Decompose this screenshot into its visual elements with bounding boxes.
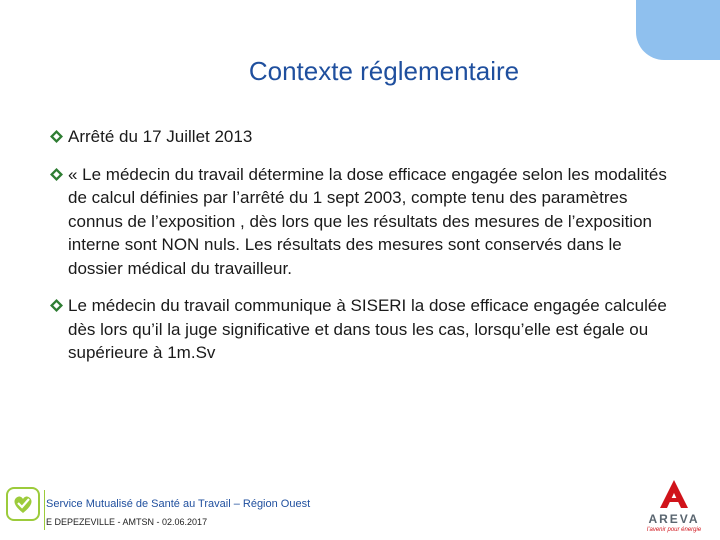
footer-author: E DEPEZEVILLE - AMTSN - 02.06.2017 <box>46 517 208 527</box>
bullet-text: « Le médecin du travail détermine la dose efficace engagée selon les modalités de calcul définies par l’arrêté du 1 sept 2003, compte tenu des paramètres connus de l’exposition , dès lors que les résultats des mesures de l’exposition interne sont NON nuls. Les résultats des mesures sont conservés dans le dossier médical du travailleur. <box>68 164 667 278</box>
bullet-list <box>48 125 668 379</box>
brand-name: AREVA <box>648 512 700 526</box>
slide-title: Contexte réglementaire <box>248 56 520 86</box>
heart-check-icon <box>6 487 40 521</box>
areva-a-icon <box>638 478 710 512</box>
bullet-item <box>48 163 668 281</box>
diamond-bullet-icon <box>50 130 63 143</box>
bullet-text: Le médecin du travail communique à SISERI la dose efficace engagée calculée dès lors qu’il la juge significative et dans tous les cas, lorsqu’elle est égale ou supérieure à 1m.Sv <box>68 296 667 362</box>
footer-organization: Service Mutualisé de Santé au Travail – Région Ouest <box>46 498 311 510</box>
bullet-item <box>48 125 668 149</box>
brand-logo <box>638 478 710 538</box>
footer-divider <box>44 490 45 530</box>
bullet-item <box>48 294 668 365</box>
bullet-text: Arrêté du 17 Juillet 2013 <box>68 127 253 146</box>
diamond-bullet-icon <box>50 299 63 312</box>
corner-decoration <box>636 0 720 60</box>
brand-tagline: l’avenir pour énergie <box>646 527 702 533</box>
diamond-bullet-icon <box>50 168 63 181</box>
